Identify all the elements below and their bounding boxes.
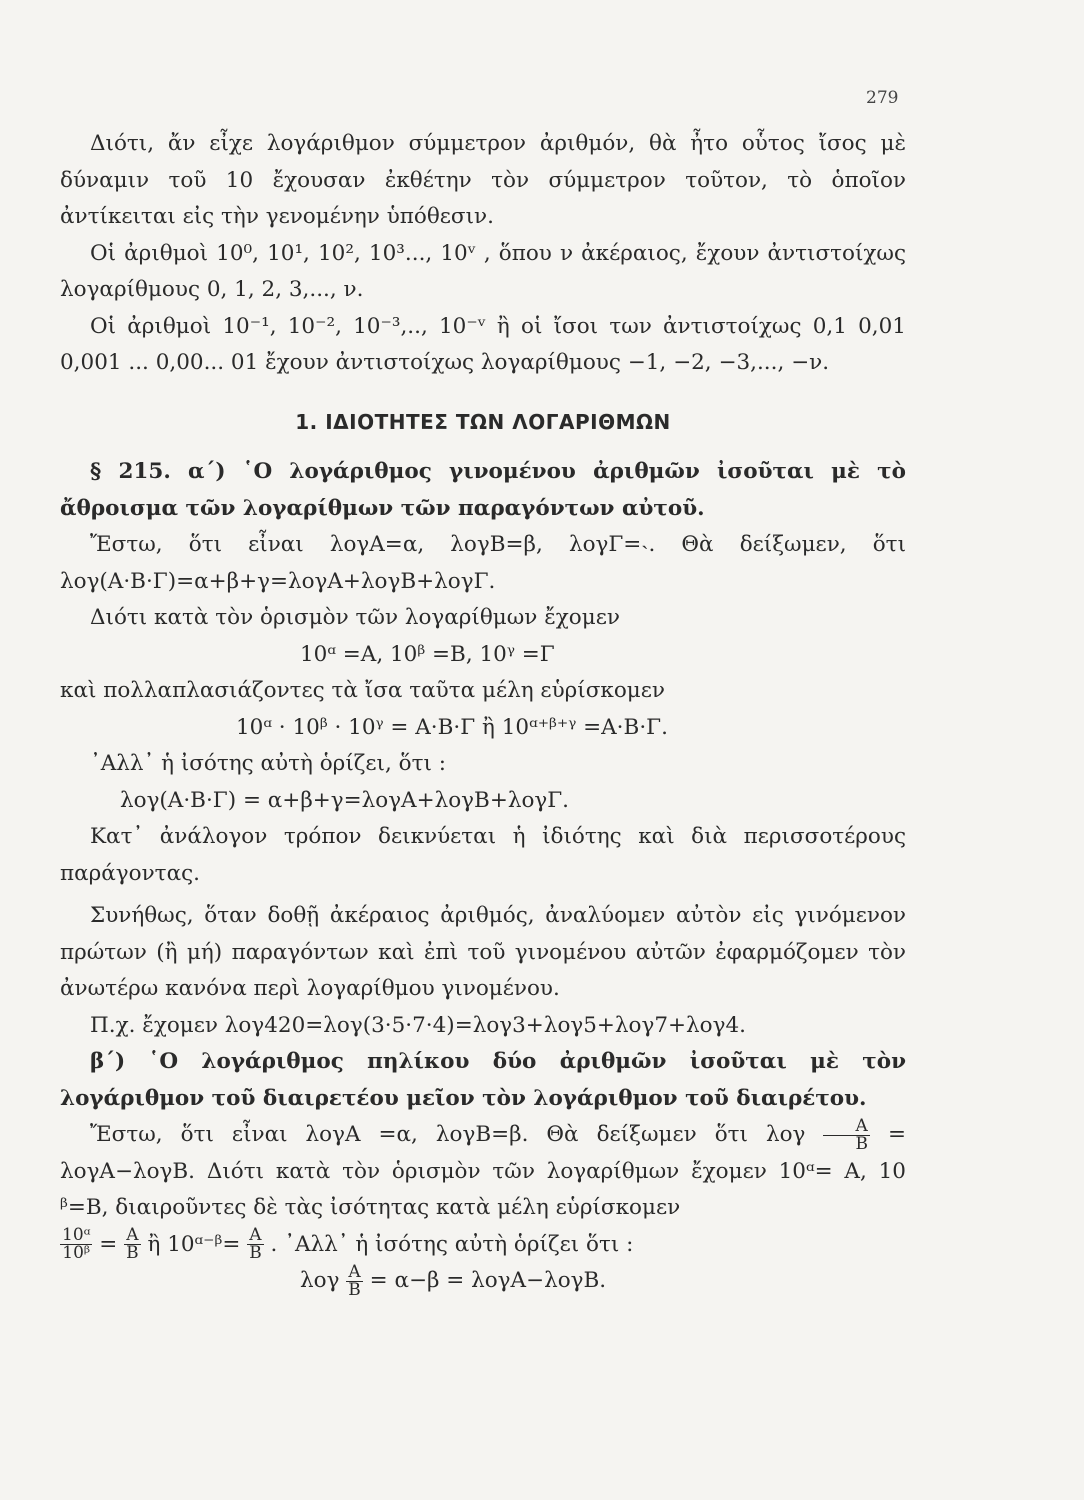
fraction-a-over-b-2: [124, 1227, 141, 1262]
paragraph-4: Ἔστω, ὅτι εἶναι λογΑ=α, λογΒ=β, λογΓ=˴. Θὰ δείξωμεν, ὅτι λογ(Α·Β·Γ)=α+β+γ=λογΑ+λογΒ+λογΓ.: [60, 532, 906, 594]
paragraph-1: Διότι, ἄν εἶχε λογάριθμον σύμμετρον ἀριθμόν, θὰ ἦτο οὗτος ἴσος μὲ δύναμιν τοῦ 10 ἔχουσαν ἐκθέτην τὸν σύμμετρον τοῦτον, τὸ ὁποῖον ἀντίκειται εἰς τὴν γενομένην ὑπόθεσιν.: [60, 131, 906, 229]
paragraph-12: [60, 1227, 906, 1264]
paragraph-11-end: = λογΑ−λογΒ. Διότι κατὰ τὸν ὁρισμὸν τῶν λογαρίθμων ἔχομεν 10ᵅ= Α, 10 ᵝ=Β, διαιροῦντες δὲ τὰς ἰσότητας κατὰ μέλη εὑρίσκομεν: [60, 1122, 906, 1220]
fraction-denominator: Β: [855, 1133, 868, 1154]
section-heading: 1. ΙΔΙΟΤΗΤΕΣ ΤΩΝ ΛΟΓΑΡΙΘΜΩΝ: [295, 409, 671, 434]
paragraph-3: Οἱ ἀριθμοὶ 10⁻¹, 10⁻², 10⁻³,.., 10⁻ᵛ ἢ οἱ ἴσοι των ἀντιστοίχως 0,1 0,01 0,001 ... 0,00... 01 ἔχουν ἀντιστοίχως λογαρίθμους −1, −2, −3,..., −ν.: [60, 313, 906, 375]
equation-4-start: λογ: [300, 1268, 340, 1293]
paragraph-8: Κατ᾿ ἀνάλογον τρόπον δεικνύεται ἡ ἰδιότης καὶ διὰ περισσοτέρους παράγοντας.: [60, 824, 906, 886]
paragraph-7: ᾿Αλλ᾿ ἡ ἰσότης αὐτὴ ὁρίζει, ὅτι :: [90, 751, 446, 776]
fraction-numerator: Α: [346, 1264, 363, 1282]
equation-3: λογ(Α·Β·Γ) = α+β+γ=λογΑ+λογΒ+λογΓ.: [120, 787, 570, 813]
paragraph-10: Π.χ. ἔχομεν λογ420=λογ(3·5·7·4)=λογ3+λογ5+λογ7+λογ4.: [90, 1012, 746, 1038]
fraction-numerator: Α: [247, 1227, 264, 1245]
paragraph-12-mid: ἢ 10ᵅ⁻ᵝ=: [147, 1231, 241, 1257]
paragraph-11: [60, 1117, 906, 1227]
equals-sign: =: [99, 1231, 118, 1257]
fraction-denominator: 10ᵝ: [62, 1243, 91, 1263]
fraction-numerator: 10ᵅ: [62, 1225, 91, 1245]
fraction-a-over-b-4: [346, 1261, 363, 1300]
theorem-215-statement: § 215. α΄) ῾Ο λογάριθμος γινομένου ἀριθμῶν ἰσοῦται μὲ τὸ ἄθροισμα τῶν λογαρίθμων τῶν παραγόντων αὐτοῦ.: [60, 459, 906, 521]
fraction-denominator: Β: [348, 1279, 361, 1300]
paragraph-2: Οἱ ἀριθμοὶ 10⁰, 10¹, 10², 10³..., 10ᵛ , ὅπου ν ἀκέραιος, ἔχουν ἀντιστοίχως λογαρίθμους 0, 1, 2, 3,..., ν.: [60, 240, 906, 302]
paragraph-6: καὶ πολλαπλασιάζοντες τὰ ἴσα ταῦτα μέλη εὑρίσκομεν: [60, 678, 665, 703]
fraction-10a-over-10b: [60, 1227, 92, 1262]
paragraph-9: Συνήθως, ὅταν δοθῇ ἀκέραιος ἀριθμός, ἀναλύομεν αὐτὸν εἰς γινόμενον πρώτων (ἢ μή) παραγόντων καὶ ἐπὶ τοῦ γινομένου αὐτῶν ἐφαρμόζομεν τὸν ἀνωτέρω κανόνα περὶ λογαρίθμου γινομένου.: [60, 903, 906, 1001]
theorem-beta-statement: β΄) ῾Ο λογάριθμος πηλίκου δύο ἀριθμῶν ἰσοῦται μὲ τὸν λογάριθμον τοῦ διαιρετέου μεῖον τὸν λογάριθμον τοῦ διαιρέτου.: [60, 1049, 906, 1111]
paragraph-12-end: . ᾿Αλλ᾿ ἡ ἰσότης αὐτὴ ὁρίζει ὅτι :: [270, 1231, 634, 1257]
equation-4: [60, 1263, 906, 1300]
fraction-a-over-b: [823, 1115, 870, 1154]
body-text: [60, 126, 906, 1300]
paragraph-11-start: Ἔστω, ὅτι εἶναι λογΑ =α, λογΒ=β. Θὰ δείξωμεν ὅτι λογ: [90, 1122, 806, 1147]
equation-2: 10ᵅ · 10ᵝ · 10ᵞ = Α·Β·Γ ἢ 10ᵅ⁺ᵝ⁺ᵞ =Α·Β·Γ.: [236, 714, 668, 740]
paragraph-5: Διότι κατὰ τὸν ὁρισμὸν τῶν λογαρίθμων ἔχομεν: [90, 605, 620, 630]
fraction-a-over-b-3: [247, 1227, 264, 1262]
equation-1: 10ᵅ =Α, 10ᵝ =Β, 10ᵞ =Γ: [300, 641, 555, 667]
fraction-denominator: Β: [249, 1243, 262, 1263]
fraction-numerator: Α: [124, 1227, 141, 1245]
fraction-numerator: Α: [823, 1118, 870, 1136]
fraction-denominator: Β: [126, 1243, 139, 1263]
page-number: 279: [866, 88, 899, 108]
equation-4-end: = α−β = λογΑ−λογΒ.: [369, 1268, 607, 1293]
